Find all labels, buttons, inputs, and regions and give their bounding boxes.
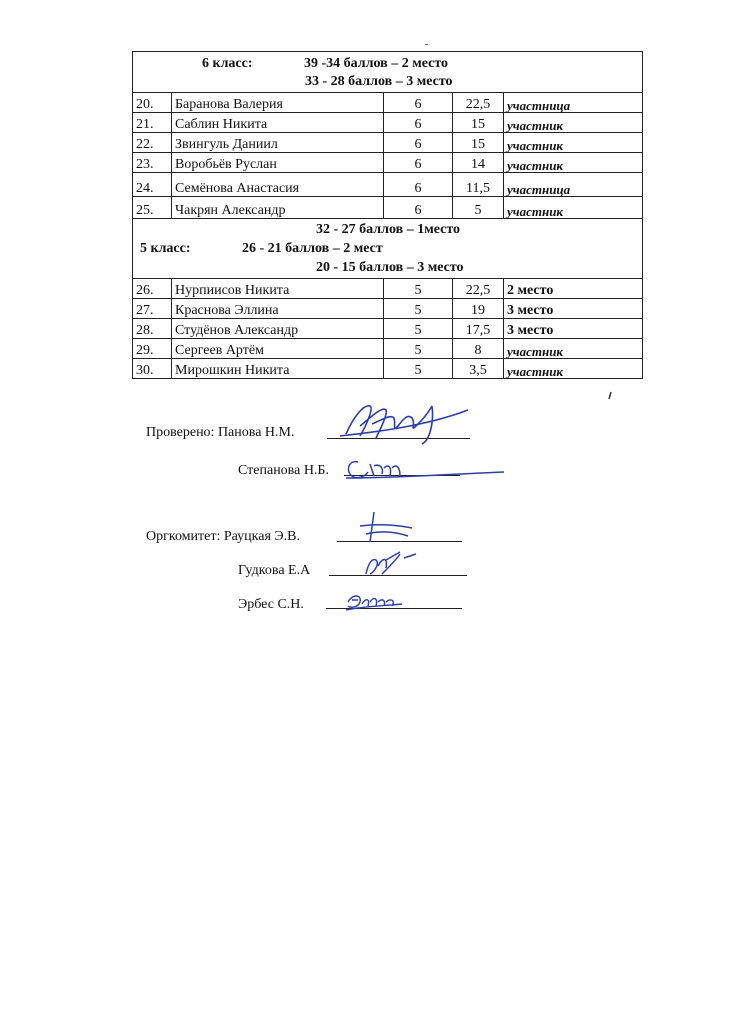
student-grade: 6 (384, 197, 453, 219)
row-number: 21. (133, 113, 172, 133)
student-name: Саблин Никита (172, 113, 384, 133)
row-number: 23. (133, 153, 172, 173)
student-name: Студёнов Александр (172, 319, 384, 339)
committee-third: Эрбес С.Н. (238, 597, 304, 612)
table-row (133, 197, 643, 219)
committee-label: Оргкомитет: Рауцкая Э.В. (146, 529, 300, 544)
signature-panova (336, 396, 476, 451)
student-grade: 6 (384, 133, 453, 153)
committee-second: Гудкова Е.А (238, 563, 311, 578)
student-name: Воробьёв Руслан (172, 153, 384, 173)
student-grade: 5 (384, 279, 453, 299)
student-grade: 5 (384, 359, 453, 379)
student-score: 3,5 (453, 359, 504, 379)
signature-gudkova (360, 546, 420, 585)
student-name: Чакрян Александр (172, 197, 384, 219)
row-number: 22. (133, 133, 172, 153)
student-grade: 6 (384, 173, 453, 197)
student-grade: 5 (384, 299, 453, 319)
student-status: участник (504, 153, 643, 173)
table-row (133, 359, 643, 379)
student-status: участник (504, 339, 643, 359)
student-status: 3 место (504, 319, 643, 339)
table-row (133, 173, 643, 197)
scan-speck (425, 44, 428, 45)
grade5-header-row (133, 219, 643, 279)
student-name: Звингуль Даниил (172, 133, 384, 153)
student-status: участница (504, 173, 643, 197)
grade5-label: 5 класс: (140, 241, 191, 256)
student-name: Краснова Эллина (172, 299, 384, 319)
grade5-range-line3: 20 - 15 баллов – 3 место (316, 260, 464, 275)
signature-stepanova (344, 452, 509, 489)
row-number: 25. (133, 197, 172, 219)
table-row (133, 339, 643, 359)
student-score: 14 (453, 153, 504, 173)
student-name: Семёнова Анастасия (172, 173, 384, 197)
student-score: 19 (453, 299, 504, 319)
scan-mark (606, 388, 614, 406)
student-status: участник (504, 113, 643, 133)
student-name: Сергеев Артём (172, 339, 384, 359)
student-score: 15 (453, 133, 504, 153)
student-name: Баранова Валерия (172, 93, 384, 113)
student-status: участник (504, 133, 643, 153)
student-status: 2 место (504, 279, 643, 299)
student-status: участник (504, 197, 643, 219)
grade6-label: 6 класс: (202, 56, 253, 71)
table-row (133, 153, 643, 173)
grade5-header-cell (133, 219, 643, 279)
grade5-range-line2: 26 - 21 баллов – 2 мест (242, 241, 383, 256)
student-grade: 5 (384, 339, 453, 359)
table-row (133, 93, 643, 113)
student-status: участник (504, 359, 643, 379)
row-number: 30. (133, 359, 172, 379)
grade6-header-row (133, 52, 643, 93)
student-score: 11,5 (453, 173, 504, 197)
signature-rauckaya (356, 508, 416, 549)
student-status: 3 место (504, 299, 643, 319)
grade6-header-cell (133, 52, 643, 93)
student-name: Мирошкин Никита (172, 359, 384, 379)
row-number: 29. (133, 339, 172, 359)
student-status: участница (504, 93, 643, 113)
student-score: 15 (453, 113, 504, 133)
grade5-range-line1: 32 - 27 баллов – 1место (316, 222, 461, 237)
table-row (133, 133, 643, 153)
student-name: Нурпиисов Никита (172, 279, 384, 299)
checked-by-second: Степанова Н.Б. (238, 463, 329, 478)
student-score: 8 (453, 339, 504, 359)
student-score: 5 (453, 197, 504, 219)
checked-by-label: Проверено: Панова Н.М. (146, 425, 295, 440)
results-table (132, 51, 643, 379)
grade6-range-line1: 39 -34 баллов – 2 место (304, 56, 449, 71)
grade6-range-line2: 33 - 28 баллов – 3 место (305, 74, 453, 89)
row-number: 28. (133, 319, 172, 339)
row-number: 26. (133, 279, 172, 299)
student-score: 22,5 (453, 279, 504, 299)
table-row (133, 279, 643, 299)
signature-erbes (344, 588, 404, 621)
student-score: 17,5 (453, 319, 504, 339)
student-grade: 6 (384, 93, 453, 113)
row-number: 24. (133, 173, 172, 197)
table-row (133, 299, 643, 319)
table-row (133, 319, 643, 339)
student-score: 22,5 (453, 93, 504, 113)
student-grade: 6 (384, 153, 453, 173)
row-number: 27. (133, 299, 172, 319)
student-grade: 5 (384, 319, 453, 339)
student-grade: 6 (384, 113, 453, 133)
table-row (133, 113, 643, 133)
row-number: 20. (133, 93, 172, 113)
